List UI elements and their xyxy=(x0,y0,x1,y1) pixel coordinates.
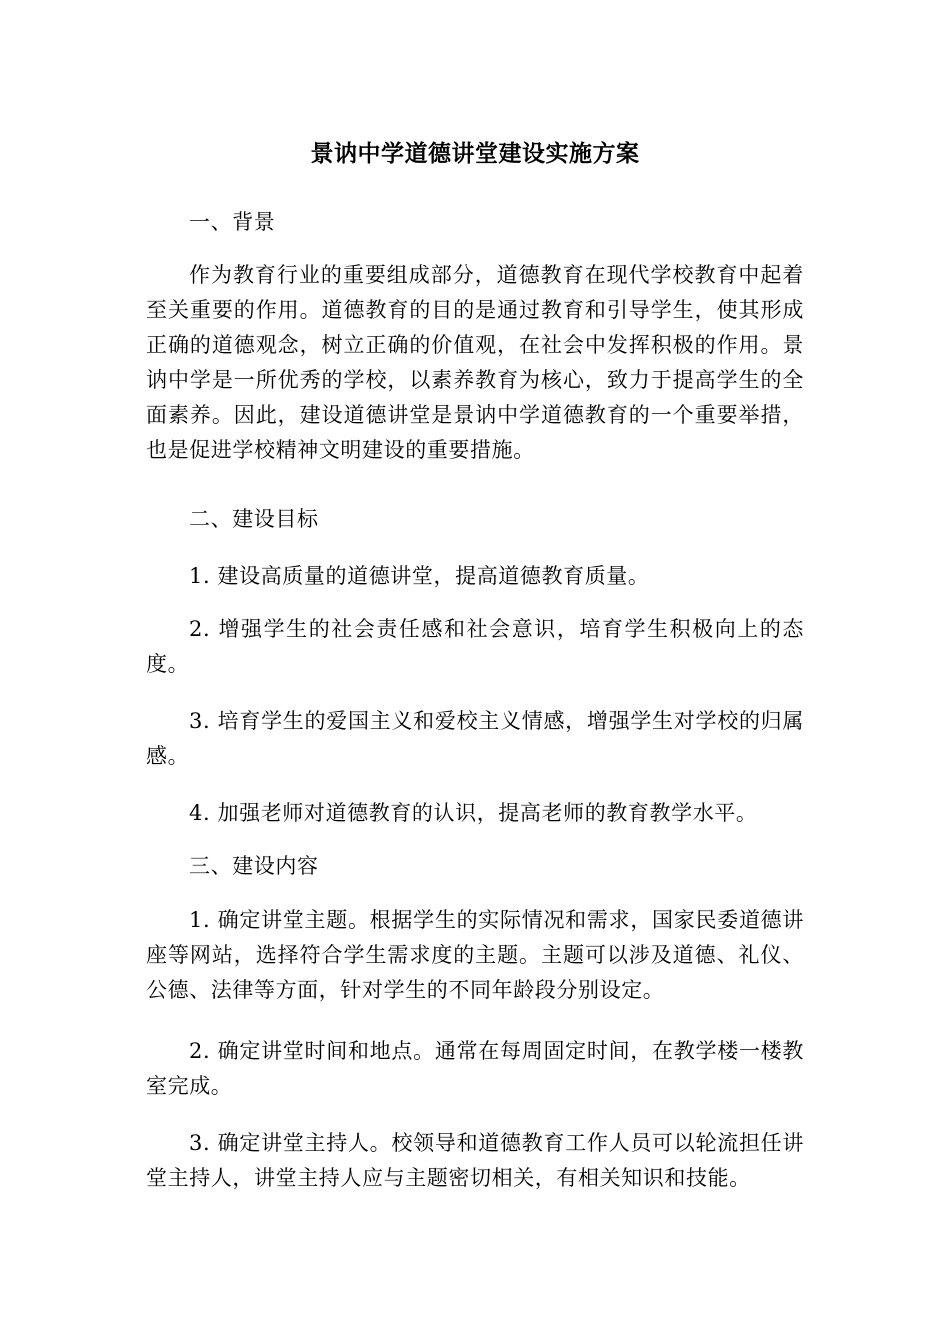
content-item-1: 1. 确定讲堂主题。根据学生的实际情况和需求，国家民委道德讲座等网站，选择符合学生需求度的主题。主题可以涉及道德、礼仪、公德、法律等方面，针对学生的不同年龄段分别设定。 xyxy=(146,908,804,1002)
section-heading-goals: 二、建设目标 xyxy=(189,507,319,531)
document-title: 景讷中学道德讲堂建设实施方案 xyxy=(310,141,640,167)
section-heading-background: 一、背景 xyxy=(189,210,276,234)
goal-item-3: 3. 培育学生的爱国主义和爱校主义情感，增强学生对学校的归属感。 xyxy=(146,709,804,768)
background-paragraph: 作为教育行业的重要组成部分，道德教育在现代学校教育中起着至关重要的作用。道德教育的目的是通过教育和引导学生，使其形成正确的道德观念，树立正确的价值观，在社会中发挥积极的作用。景讷中学是一所优秀的学校，以素养教育为核心，致力于提高学生的全面素养。因此，建设道德讲堂是景讷中学道德教育的一个重要举措，也是促进学校精神文明建设的重要措施。 xyxy=(146,263,804,462)
content-item-3: 3. 确定讲堂主持人。校领导和道德教育工作人员可以轮流担任讲堂主持人，讲堂主持人应与主题密切相关，有相关知识和技能。 xyxy=(146,1131,804,1190)
content-item-2: 2. 确定讲堂时间和地点。通常在每周固定时间，在教学楼一楼教室完成。 xyxy=(146,1039,804,1098)
goal-item-4: 4. 加强老师对道德教育的认识，提高老师的教育教学水平。 xyxy=(189,801,758,825)
section-heading-content: 三、建设内容 xyxy=(189,854,319,878)
goal-item-1: 1. 建设高质量的道德讲堂，提高道德教育质量。 xyxy=(189,564,650,588)
goal-item-2: 2. 增强学生的社会责任感和社会意识，培育学生积极向上的态度。 xyxy=(146,617,804,676)
